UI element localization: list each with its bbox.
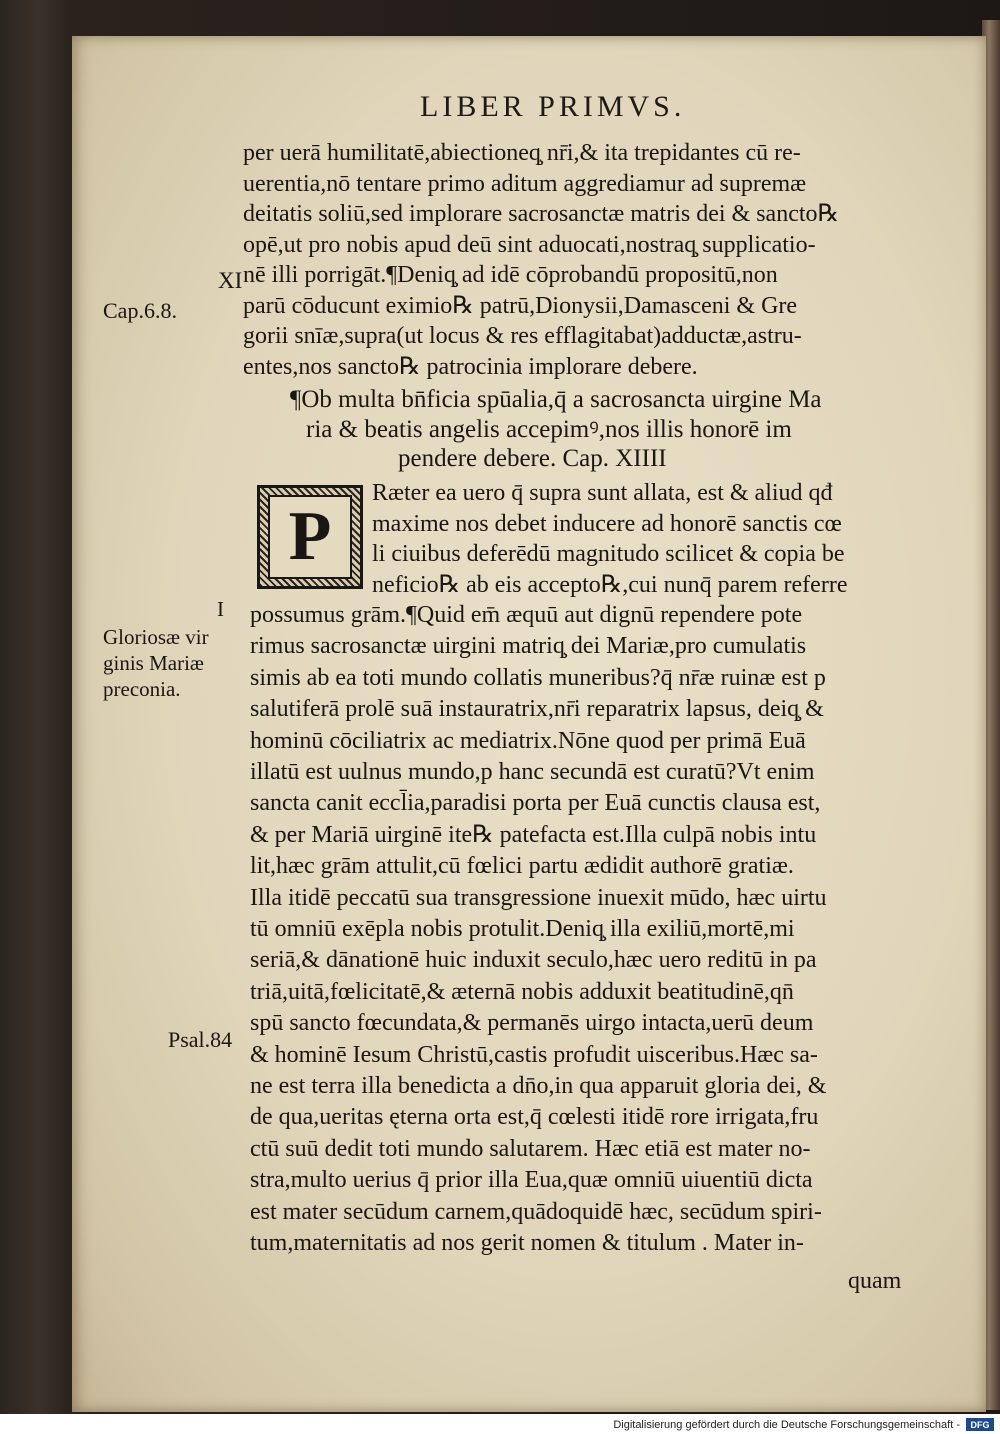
- text-line: & hominē Iesum Christū,castis profudit uisceribus.Hæc sa-: [250, 1041, 818, 1068]
- decorated-initial: [257, 485, 363, 589]
- text-line: pendere debere. Cap. XIIII: [398, 445, 667, 472]
- margin-note-gloriosae-3: preconia.: [103, 677, 181, 701]
- text-line: lit,hæc grām attulit,cū fœlici partu ædidit authorē gratiæ.: [250, 853, 794, 880]
- text-line: tum,maternitatis ad nos gerit nomen & titulum . Mater in-: [250, 1230, 804, 1256]
- text-line: entes,nos sancto℞ patrocinia implorare debere.: [243, 353, 698, 380]
- text-line: nē illi porrigāt.¶Deniq̧ ad idē cōprobandū propositū,non: [243, 262, 778, 288]
- text-line: ria & beatis angelis accepimꝰ,nos illis honorē im: [306, 415, 792, 443]
- text-line: sancta canit eccl̄ia,paradisi porta per Euā cunctis clausa est,: [250, 790, 821, 817]
- text-line: maxime nos debet inducere ad honorē sanctis cœ: [372, 510, 842, 537]
- text-line: uerentia,nō tentare primo aditum aggrediamur ad supremæ: [243, 170, 807, 197]
- text-line: Illa itidē peccatū sua transgressione inuexit mūdo, hæc uirtu: [250, 884, 827, 911]
- text-line: rimus sacrosanctæ uirgini matriq̧ dei Mariæ,pro cumulatis: [250, 633, 807, 660]
- dfg-logo-icon: DFG: [966, 1418, 994, 1431]
- text-line: parū cōducunt eximio℞ patrū,Dionysii,Damasceni & Gre: [243, 292, 798, 319]
- text-line: spū sancto fœcundata,& permanēs uirgo intacta,uerū deum: [250, 1010, 814, 1037]
- text-line: triā,uitā,fœlicitatē,& æternā nobis adduxit beatitudinē,qn̄: [250, 978, 794, 1005]
- text-line: stra,multo uerius q̄ prior illa Eua,quæ omniū uiuentiū dicta: [250, 1167, 813, 1194]
- text-line: de qua,ueritas ęterna orta est,q̄ cœlesti itidē rore irrigata,fru: [250, 1104, 819, 1131]
- text-line: opē,ut pro nobis apud deū sint aduocati,nostraq̧ supplicatio-: [243, 231, 816, 258]
- text-line: possumus grām.¶Quid em̄ æquū aut dignū rependere pote: [250, 602, 803, 628]
- initial-letter: P: [268, 495, 352, 579]
- margin-numeral-i: I: [217, 597, 224, 621]
- margin-note-gloriosae-1: Gloriosæ vir: [103, 625, 209, 649]
- text-line: per uerā humilitatē,abiectioneq̧ nr̄i,& ita trepidantes cū re-: [243, 140, 801, 166]
- running-head: LIBER PRIMVS.: [420, 90, 686, 123]
- text-line: ctū suū dedit toti mundo salutarem. Hæc etiā est mater no-: [250, 1135, 811, 1162]
- text-line: salutiferā prolē suā instauratrix,nr̄i reparatrix lapsus, deiq̧ &: [250, 696, 824, 723]
- text-line: seriā,& dānationē huic induxit seculo,hæc uero reditū in pa: [250, 947, 817, 974]
- text-line: est mater secūdum carnem,quādoquidē hæc, secūdum spiri-: [250, 1198, 822, 1225]
- margin-numeral-xi: XI: [218, 268, 243, 293]
- text-line: hominū cōciliatrix ac mediatrix.Nōne quod per primā Euā: [250, 727, 806, 754]
- text-line: ne est terra illa benedicta a dn̄o,in qua apparuit gloria dei, &: [250, 1073, 827, 1099]
- text-line: simis ab ea toti mundo collatis muneribus?q̄ nr̄æ ruinæ est p: [250, 664, 826, 691]
- margin-psalm-reference: Psal.84: [168, 1027, 233, 1052]
- margin-chapter-reference: Cap.6.8.: [103, 298, 177, 323]
- footer-credit: Digitalisierung gefördert durch die Deutsche Forschungsgemeinschaft -: [613, 1419, 960, 1431]
- text-line: li ciuibus deferēdū magnitudo scilicet & copia be: [372, 541, 845, 567]
- text-line: tū omniū exēpla nobis protulit.Deniq̧ illa exiliū,mortē,mi: [250, 916, 795, 942]
- text-line: illatū est uulnus mundo,p hanc secundā est curatū?Vt enim: [250, 759, 815, 785]
- text-line: ¶Ob multa bn̄ficia spūalia,q̄ a sacrosancta uirgine Ma: [290, 386, 822, 413]
- text-line: deitatis soliū,sed implorare sacrosanctæ matris dei & sancto℞: [243, 201, 840, 227]
- margin-note-gloriosae-2: ginis Mariæ: [103, 651, 204, 675]
- text-line: Ræter ea uero q̄ supra sunt allata, est & aliud qđ: [372, 480, 833, 506]
- text-line: gorii snīæ,supra(ut locus & res efflagitabat)adductæ,astru-: [243, 323, 802, 349]
- text-line: neficio℞ ab eis accepto℞,cui nunq̄ parem referre: [372, 571, 848, 598]
- text-line: & per Mariā uirginē ite℞ patefacta est.Illa culpā nobis intu: [250, 821, 817, 848]
- catchword: quam: [848, 1268, 902, 1294]
